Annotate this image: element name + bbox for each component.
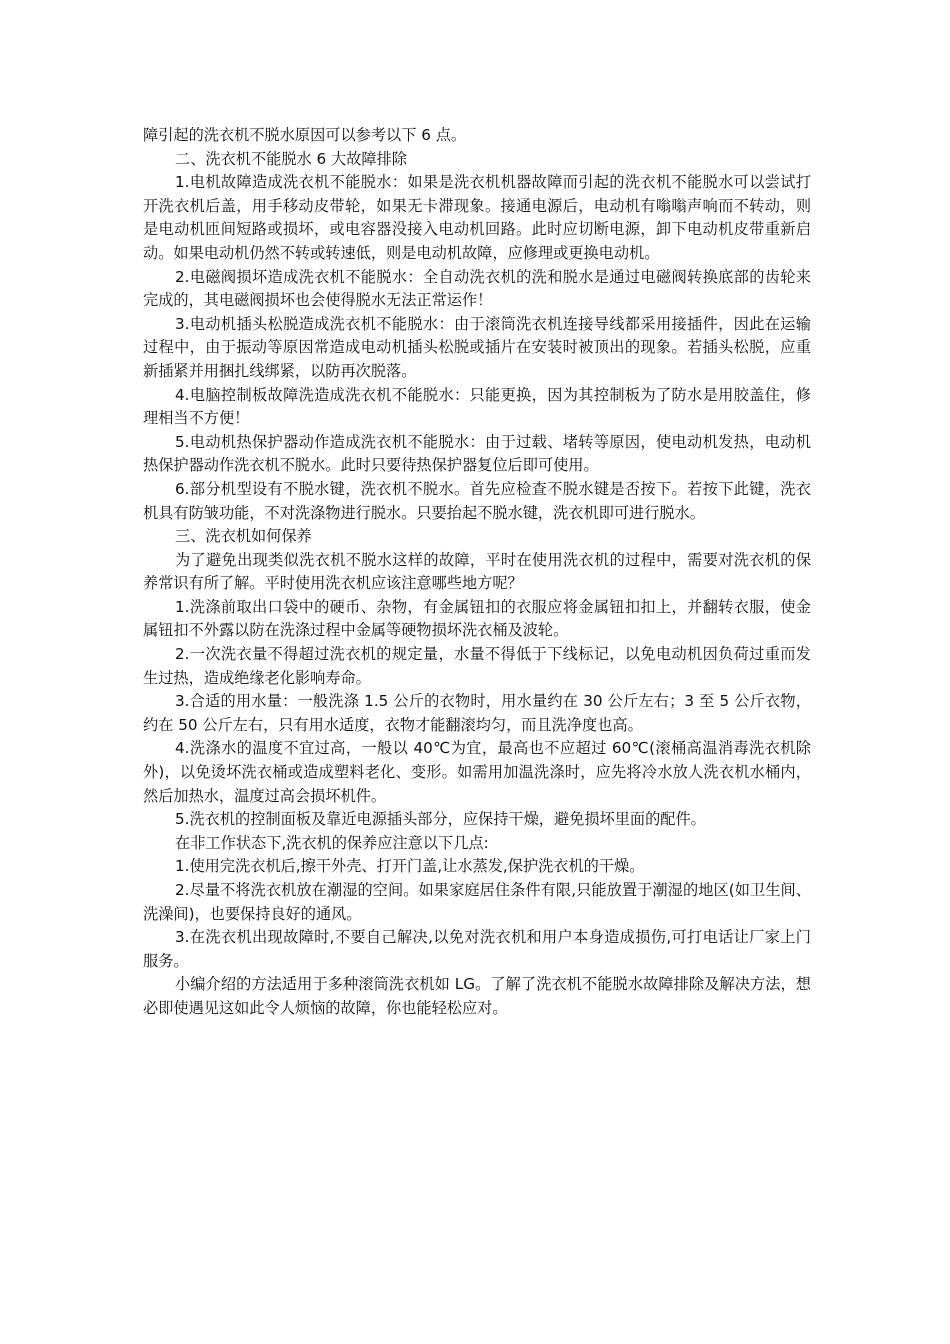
paragraph: 1.使用完洗衣机后,擦干外壳、打开门盖,让水蒸发,保护洗衣机的干燥。: [175, 857, 645, 876]
paragraph: 3.电动机插头松脱造成洗衣机不能脱水：由于滚筒洗衣机连接导线都采用接插件，因此在运输过程中，由于振动等原因常造成电动机插头松脱或插片在安装时被顶出的现象。若插头松脱，应重新插紧并用捆扎线绑紧，以防再次脱落。: [143, 314, 811, 380]
paragraph: 4.电脑控制板故障洗造成洗衣机不能脱水：只能更换，因为其控制板为了防水是用胶盖住，修理相当不方便！: [143, 385, 811, 428]
paragraph: 障引起的洗衣机不脱水原因可以参考以下 6 点。: [143, 126, 467, 144]
paragraph: 为了避免出现类似洗衣机不脱水这样的故障，平时在使用洗衣机的过程中，需要对洗衣机的保养常识有所了解。平时使用洗衣机应该注意哪些地方呢？: [143, 550, 811, 593]
paragraph: 5.洗衣机的控制面板及靠近电源插头部分，应保持干燥，避免损坏里面的配件。: [175, 810, 706, 829]
paragraph: 2.一次洗衣量不得超过洗衣机的规定量，水量不得低于下线标记，以免电动机因负荷过重而发生过热，造成绝缘老化影响寿命。: [143, 645, 811, 687]
document-body: [143, 124, 811, 1021]
paragraph: 小编介绍的方法适用于多种滚筒洗衣机如 LG。了解了洗衣机不能脱水故障排除及解决方法，想必即使遇见这如此令人烦恼的故障，你也能轻松应对。: [143, 975, 811, 1017]
paragraph: 2.电磁阀损坏造成洗衣机不能脱水：全自动洗衣机的洗和脱水是通过电磁阀转换底部的齿轮来完成的，其电磁阀损坏也会使得脱水无法正常运作！: [143, 267, 811, 310]
section-heading: 三、洗衣机如何保养: [175, 527, 312, 546]
paragraph: 1.电机故障造成洗衣机不能脱水：如果是洗衣机机器故障而引起的洗衣机不能脱水可以尝试打开洗衣机后盖，用手移动皮带轮，如果无卡滞现象。接通电源后，电动机有嗡嗡声响而不转动，则是电动机匝间短路或损坏，或电容器没接入电动机回路。此时应切断电源，卸下电动机皮带重新启动。如果电动机仍然不转或转速低，则是电动机故障，应修理或更换电动机。: [143, 173, 811, 262]
paragraph: 2.尽量不将洗衣机放在潮湿的空间。如果家庭居住条件有限,只能放置于潮湿的地区(如卫生间、洗澡间)，也要保持良好的通风。: [143, 881, 811, 923]
paragraph: 3.在洗衣机出现故障时,不要自己解决,以免对洗衣机和用户本身造成损伤,可打电话让厂家上门服务。: [143, 928, 811, 970]
paragraph: 在非工作状态下,洗衣机的保养应注意以下几点:: [175, 833, 489, 852]
paragraph: 3.合适的用水量：一般洗涤 1.5 公斤的衣物时，用水量约在 30 公斤左右；3 至 5 公斤衣物，约在 50 公斤左右，只有用水适度，衣物才能翻滚均匀，而且洗净度也高。: [143, 692, 811, 734]
paragraph: 5.电动机热保护器动作造成洗衣机不能脱水：由于过载、堵转等原因，使电动机发热，电动机热保护器动作洗衣机不脱水。此时只要待热保护器复位后即可使用。: [143, 432, 811, 475]
paragraph: 1.洗涤前取出口袋中的硬币、杂物，有金属钮扣的衣服应将金属钮扣扣上，并翻转衣服，使金属钮扣不外露以防在洗涤过程中金属等硬物损坏洗衣桶及波轮。: [143, 597, 811, 640]
paragraph: 4.洗涤水的温度不宜过高，一般以 40℃为宜，最高也不应超过 60℃(滚桶高温消毒洗衣机除外)，以免烫坏洗衣桶或造成塑料老化、变形。如需用加温洗涤时，应先将冷水放人洗衣机水桶内，然后加热水，温度过高会损坏机件。: [143, 739, 811, 805]
section-heading: 二、洗衣机不能脱水 6 大故障排除: [175, 149, 407, 168]
paragraph: 6.部分机型设有不脱水键，洗衣机不脱水。首先应检查不脱水键是否按下。若按下此键，洗衣机具有防皱功能，不对洗涤物进行脱水。只要抬起不脱水键，洗衣机即可进行脱水。: [143, 479, 811, 522]
